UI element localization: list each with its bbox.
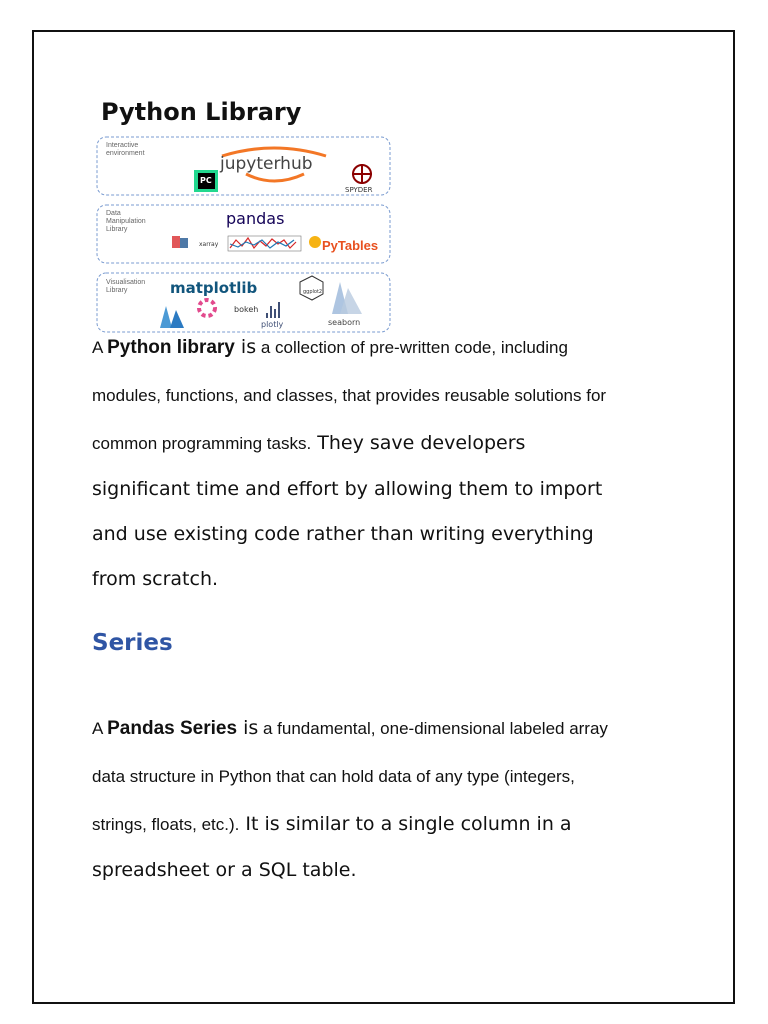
svg-text:xarray: xarray xyxy=(199,241,219,248)
paragraph-line: strings, floats, etc.). It is similar to a single column in a xyxy=(92,813,572,835)
section-label: Manipulation xyxy=(106,218,146,225)
bokeh-logo: bokeh xyxy=(234,305,259,314)
section-label: Interactive xyxy=(106,142,139,149)
section-label: Data xyxy=(106,210,121,217)
svg-text:SPYDER: SPYDER xyxy=(345,186,373,194)
paragraph-line: A Python library is a collection of pre-written code, including xyxy=(92,336,568,358)
pandas-series-paragraph xyxy=(92,717,682,897)
section-heading-series: Series xyxy=(92,630,173,656)
svg-text:ggplot2: ggplot2 xyxy=(303,289,323,295)
pandas-logo: pandas xyxy=(226,209,285,228)
matplotlib-logo: matplotlib xyxy=(170,279,258,297)
svg-text:PC: PC xyxy=(200,176,212,185)
paragraph-line: modules, functions, and classes, that provides reusable solutions for xyxy=(92,386,607,405)
paragraph-line: data structure in Python that can hold data of any type (integers, xyxy=(92,767,575,786)
svg-text:jupyterhub: jupyterhub xyxy=(220,154,313,174)
paragraph-line: significant time and effort by allowing them to import xyxy=(92,478,603,500)
paragraph-line: common programming tasks. They save developers xyxy=(92,432,526,454)
paragraph-line: A Pandas Series is a fundamental, one-dimensional labeled array xyxy=(92,717,608,739)
section-label: environment xyxy=(106,150,145,157)
bold-term: Python library xyxy=(107,337,235,358)
document-title: Python Library xyxy=(101,98,302,126)
paragraph-line: spreadsheet or a SQL table. xyxy=(92,859,357,881)
paragraph-line: from scratch. xyxy=(92,568,219,590)
section-label: Library xyxy=(106,287,128,294)
svg-text:seaborn: seaborn xyxy=(328,318,361,327)
paragraph-line: and use existing code rather than writing everything xyxy=(92,523,594,545)
section-label: Library xyxy=(106,226,128,233)
svg-text:plotly: plotly xyxy=(261,320,284,329)
bold-term: Pandas Series xyxy=(107,718,238,739)
section-label: Visualisation xyxy=(106,279,146,286)
python-library-graphic xyxy=(96,136,392,334)
svg-text:PyTables: PyTables xyxy=(322,238,379,253)
python-library-paragraph xyxy=(92,336,682,596)
pycharm-logo xyxy=(194,170,218,192)
